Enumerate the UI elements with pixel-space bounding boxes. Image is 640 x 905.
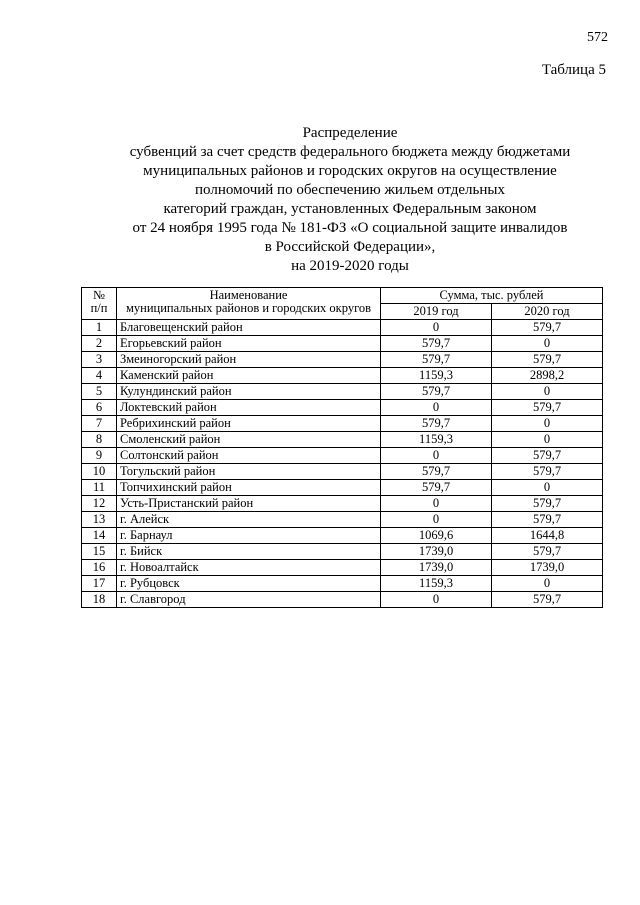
distribution-table <box>81 287 603 608</box>
municipality-name: г. Славгород <box>117 592 381 608</box>
header-row <box>82 288 603 304</box>
amount-2020: 1739,0 <box>492 560 603 576</box>
municipality-name: г. Алейск <box>117 512 381 528</box>
amount-2020: 579,7 <box>492 544 603 560</box>
table-row <box>82 320 603 336</box>
amount-2019: 579,7 <box>381 336 492 352</box>
title-line: Распределение <box>302 125 398 141</box>
amount-2019: 579,7 <box>381 384 492 400</box>
table-label: Таблица 5 <box>541 62 606 78</box>
title-line: полномочий по обеспечению жильем отдельных <box>195 182 505 198</box>
table-row <box>82 400 603 416</box>
municipality-name: Каменский район <box>117 368 381 384</box>
row-number: 6 <box>82 400 117 416</box>
amount-2019: 579,7 <box>381 352 492 368</box>
row-number: 12 <box>82 496 117 512</box>
amount-2020: 0 <box>492 416 603 432</box>
amount-2020: 1644,8 <box>492 528 603 544</box>
row-number: 17 <box>82 576 117 592</box>
amount-2019: 0 <box>381 512 492 528</box>
header-number <box>82 288 117 320</box>
amount-2019: 1159,3 <box>381 576 492 592</box>
amount-2020: 579,7 <box>492 464 603 480</box>
municipality-name: г. Бийск <box>117 544 381 560</box>
header-year-2020: 2020 год <box>492 304 603 320</box>
table-row <box>82 448 603 464</box>
table-row <box>82 576 603 592</box>
header-number-abbrev: п/п <box>90 301 108 315</box>
document-title <box>90 124 610 276</box>
header-year-2019: 2019 год <box>381 304 492 320</box>
title-line: в Российской Федерации», <box>264 239 436 255</box>
municipality-name: Смоленский район <box>117 432 381 448</box>
row-number: 2 <box>82 336 117 352</box>
table-row <box>82 496 603 512</box>
municipality-name: Змеиногорский район <box>117 352 381 368</box>
table-row <box>82 368 603 384</box>
amount-2019: 0 <box>381 448 492 464</box>
amount-2020: 579,7 <box>492 496 603 512</box>
amount-2020: 0 <box>492 384 603 400</box>
header-name-line2: муниципальных районов и городских округов <box>125 301 372 315</box>
amount-2019: 1159,3 <box>381 432 492 448</box>
amount-2019: 0 <box>381 496 492 512</box>
table-header <box>82 288 603 320</box>
amount-2020: 579,7 <box>492 320 603 336</box>
municipality-name: Благовещенский район <box>117 320 381 336</box>
amount-2019: 0 <box>381 320 492 336</box>
municipality-name: Ребрихинский район <box>117 416 381 432</box>
table-row <box>82 480 603 496</box>
municipality-name: Солтонский район <box>117 448 381 464</box>
table-row <box>82 464 603 480</box>
amount-2019: 1069,6 <box>381 528 492 544</box>
row-number: 4 <box>82 368 117 384</box>
table-row <box>82 416 603 432</box>
amount-2020: 0 <box>492 336 603 352</box>
municipality-name: г. Новоалтайск <box>117 560 381 576</box>
amount-2020: 0 <box>492 480 603 496</box>
amount-2020: 2898,2 <box>492 368 603 384</box>
row-number: 10 <box>82 464 117 480</box>
amount-2019: 579,7 <box>381 416 492 432</box>
table-row <box>82 592 603 608</box>
table-row <box>82 352 603 368</box>
amount-2019: 579,7 <box>381 480 492 496</box>
amount-2020: 579,7 <box>492 512 603 528</box>
municipality-name: г. Рубцовск <box>117 576 381 592</box>
row-number: 11 <box>82 480 117 496</box>
page-number: 572 <box>587 30 608 45</box>
row-number: 18 <box>82 592 117 608</box>
amount-2020: 579,7 <box>492 592 603 608</box>
title-line: муниципальных районов и городских округов на осуществление <box>143 163 557 179</box>
row-number: 16 <box>82 560 117 576</box>
table-row <box>82 336 603 352</box>
municipality-name: Локтевский район <box>117 400 381 416</box>
municipality-name: г. Барнаул <box>117 528 381 544</box>
municipality-name: Егорьевский район <box>117 336 381 352</box>
row-number: 14 <box>82 528 117 544</box>
header-name-line1: Наименование <box>209 288 288 302</box>
municipality-name: Усть-Пристанский район <box>117 496 381 512</box>
header-name <box>117 288 381 320</box>
header-sum: Сумма, тыс. рублей <box>381 288 603 304</box>
row-number: 9 <box>82 448 117 464</box>
table-row <box>82 384 603 400</box>
amount-2020: 0 <box>492 576 603 592</box>
title-line: на 2019-2020 годы <box>291 258 409 274</box>
amount-2019: 579,7 <box>381 464 492 480</box>
municipality-name: Тогульский район <box>117 464 381 480</box>
amount-2020: 579,7 <box>492 448 603 464</box>
municipality-name: Кулундинский район <box>117 384 381 400</box>
row-number: 5 <box>82 384 117 400</box>
amount-2020: 579,7 <box>492 352 603 368</box>
header-number-sign: № <box>93 288 105 302</box>
row-number: 15 <box>82 544 117 560</box>
amount-2020: 0 <box>492 432 603 448</box>
table-row <box>82 560 603 576</box>
amount-2019: 1739,0 <box>381 544 492 560</box>
table-row <box>82 432 603 448</box>
row-number: 3 <box>82 352 117 368</box>
row-number: 13 <box>82 512 117 528</box>
amount-2020: 579,7 <box>492 400 603 416</box>
amount-2019: 0 <box>381 592 492 608</box>
title-line: категорий граждан, установленных Федеральным законом <box>163 201 537 217</box>
row-number: 1 <box>82 320 117 336</box>
amount-2019: 0 <box>381 400 492 416</box>
row-number: 7 <box>82 416 117 432</box>
amount-2019: 1739,0 <box>381 560 492 576</box>
title-line: от 24 ноября 1995 года № 181-ФЗ «О социальной защите инвалидов <box>132 220 568 236</box>
amount-2019: 1159,3 <box>381 368 492 384</box>
table-row <box>82 544 603 560</box>
table-row <box>82 528 603 544</box>
table-body <box>82 320 603 608</box>
row-number: 8 <box>82 432 117 448</box>
title-line: субвенций за счет средств федерального бюджета между бюджетами <box>129 144 571 160</box>
municipality-name: Топчихинский район <box>117 480 381 496</box>
table-row <box>82 512 603 528</box>
